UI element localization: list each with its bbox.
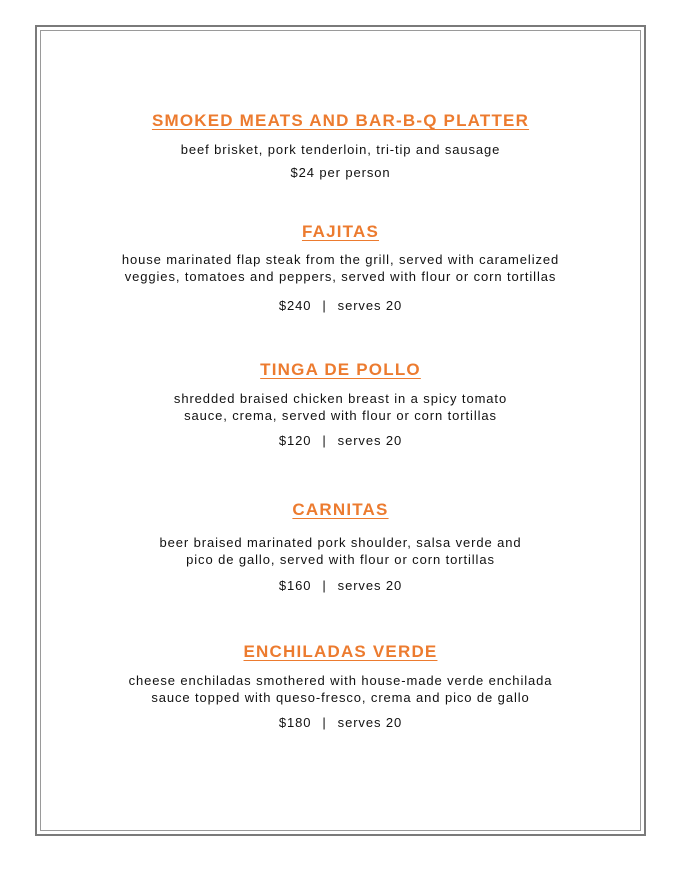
menu-item-price-line xyxy=(0,714,681,731)
menu-item-serves: serves 20 xyxy=(337,433,403,448)
menu-item-price: $120 xyxy=(278,433,312,448)
menu-item-title: FAJITAS xyxy=(301,222,380,241)
menu-item-price-line xyxy=(0,432,681,449)
price-separator: | xyxy=(322,433,327,448)
price-separator: | xyxy=(322,715,327,730)
menu-item-serves: serves 20 xyxy=(337,298,403,313)
menu-item-description: beer braised marinated pork shoulder, salsa verde and pico de gallo, served with flour or corn tortillas xyxy=(159,535,522,567)
menu-item-serves: serves 20 xyxy=(337,578,403,593)
menu-title-smoked-meats xyxy=(0,110,681,132)
menu-title-tinga-de-pollo xyxy=(0,359,681,381)
menu-item-description: beef brisket, pork tenderloin, tri-tip and sausage xyxy=(180,142,501,157)
price-separator: | xyxy=(322,298,327,313)
menu-item-title: CARNITAS xyxy=(292,500,389,519)
menu-item-price: $160 xyxy=(278,578,312,593)
menu-item-serves: serves 20 xyxy=(337,715,403,730)
menu-item-description: house marinated flap steak from the grill, served with caramelized veggies, tomatoes and peppers, served with flour or corn tortillas xyxy=(121,252,560,284)
menu-item-description: shredded braised chicken breast in a spicy tomato sauce, crema, served with flour or corn tortillas xyxy=(173,391,508,423)
menu-title-carnitas xyxy=(0,499,681,521)
menu-item-title: SMOKED MEATS AND BAR-B-Q PLATTER xyxy=(151,111,530,130)
menu-item-price: $240 xyxy=(278,298,312,313)
menu-item-price-line xyxy=(0,577,681,594)
menu-title-enchiladas-verde xyxy=(0,641,681,663)
menu-item-title: ENCHILADAS VERDE xyxy=(243,642,438,661)
menu-item-price: $24 per person xyxy=(290,165,391,180)
menu-item-title: TINGA DE POLLO xyxy=(260,360,421,379)
menu-item-description: cheese enchiladas smothered with house-made verde enchilada sauce topped with queso-fresco, crema and pico de gallo xyxy=(128,673,553,705)
menu-item-price: $180 xyxy=(278,715,312,730)
menu-item-price-line xyxy=(0,297,681,314)
price-separator: | xyxy=(322,578,327,593)
menu-title-fajitas xyxy=(0,221,681,243)
